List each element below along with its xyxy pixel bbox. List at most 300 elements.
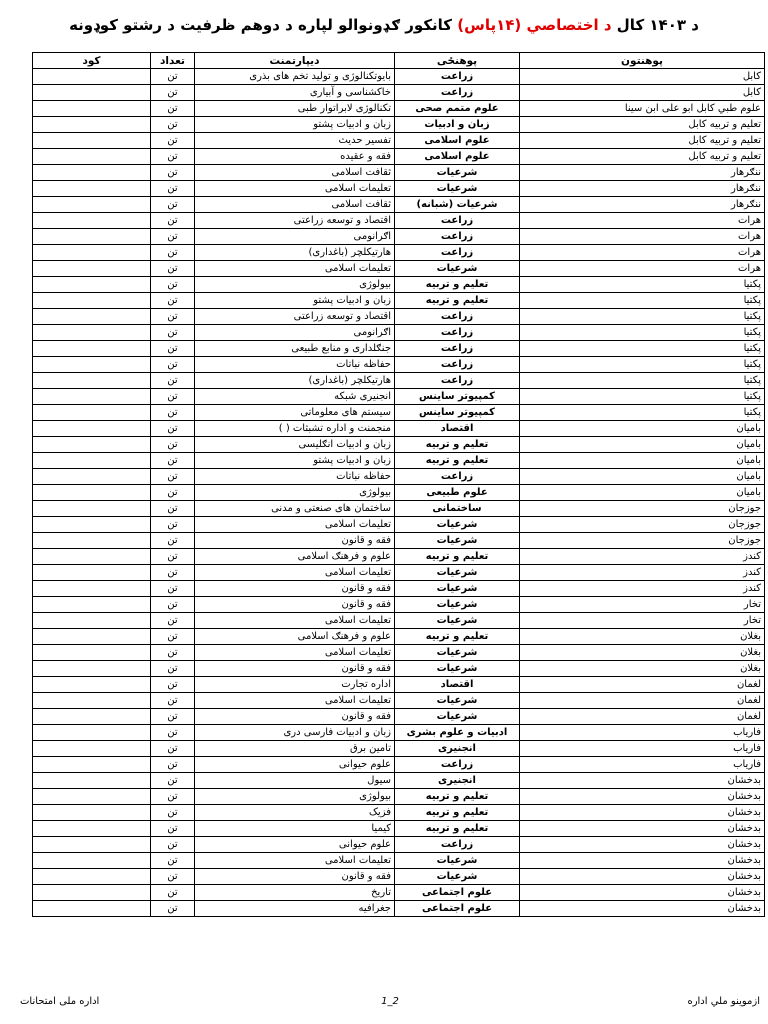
cell-department: تعلیمات اسلامی <box>195 181 395 197</box>
cell-count: تن <box>151 373 195 389</box>
cell-code <box>33 741 151 757</box>
cell-department: بیولوژی <box>195 789 395 805</box>
cell-faculty: ادبیات و علوم بشری <box>395 725 520 741</box>
cell-code <box>33 325 151 341</box>
cell-code <box>33 501 151 517</box>
footer-left: اداره ملی امتحانات <box>20 996 100 1007</box>
cell-department: زبان و ادبیات پشتو <box>195 117 395 133</box>
table-row <box>33 709 765 725</box>
cell-province: بدخشان <box>520 869 765 885</box>
cell-count: تن <box>151 85 195 101</box>
cell-province: بامیان <box>520 485 765 501</box>
title-part2: کانکور ګډونوالو لپاره د دوهم ظرفیت د رشتو کوډونه <box>69 16 453 34</box>
cell-department: زبان و ادبیات انګلیسی <box>195 437 395 453</box>
cell-department: تعلیمات اسلامی <box>195 565 395 581</box>
cell-code <box>33 885 151 901</box>
cell-code <box>33 533 151 549</box>
cell-count: تن <box>151 693 195 709</box>
cell-department: تعلیمات اسلامی <box>195 693 395 709</box>
page-number: 1_2 <box>381 996 399 1007</box>
table-row <box>33 533 765 549</box>
cell-department: فقه و قانون <box>195 709 395 725</box>
table-row <box>33 101 765 117</box>
cell-department: فقه و قانون <box>195 533 395 549</box>
cell-count: تن <box>151 837 195 853</box>
cell-count: تن <box>151 485 195 501</box>
cell-province: بدخشان <box>520 853 765 869</box>
cell-province: پکتیا <box>520 357 765 373</box>
cell-faculty: زبان و ادبیات <box>395 117 520 133</box>
cell-province: بامیان <box>520 437 765 453</box>
table-row <box>33 837 765 853</box>
cell-count: تن <box>151 341 195 357</box>
cell-province: بدخشان <box>520 901 765 917</box>
cell-faculty: شرعیات <box>395 613 520 629</box>
cell-count: تن <box>151 853 195 869</box>
cell-faculty: شرعیات <box>395 181 520 197</box>
table-row <box>33 277 765 293</box>
table-row <box>33 245 765 261</box>
table-row <box>33 549 765 565</box>
cell-code <box>33 821 151 837</box>
cell-code <box>33 789 151 805</box>
cell-faculty: اقتصاد <box>395 677 520 693</box>
cell-faculty: شرعیات <box>395 597 520 613</box>
cell-department: کیمیا <box>195 821 395 837</box>
table-body <box>33 69 765 917</box>
cell-department: زبان و ادبیات فارسی دری <box>195 725 395 741</box>
table-row <box>33 517 765 533</box>
table-row <box>33 421 765 437</box>
cell-count: تن <box>151 725 195 741</box>
cell-department: اګرانومی <box>195 229 395 245</box>
table-row <box>33 485 765 501</box>
header-province: پوهنتون <box>520 53 765 69</box>
table-row <box>33 597 765 613</box>
cell-faculty: تعلیم و تربیه <box>395 453 520 469</box>
table-row <box>33 725 765 741</box>
cell-count: تن <box>151 453 195 469</box>
cell-province: هرات <box>520 229 765 245</box>
cell-count: تن <box>151 389 195 405</box>
cell-department: فزیک <box>195 805 395 821</box>
table-row <box>33 757 765 773</box>
cell-department: تعلیمات اسلامی <box>195 853 395 869</box>
cell-province: بغلان <box>520 645 765 661</box>
cell-department: ساختمان های صنعتی و مدنی <box>195 501 395 517</box>
table-row <box>33 373 765 389</box>
cell-department: علوم و فرهنګ اسلامی <box>195 549 395 565</box>
cell-province: فاریاب <box>520 741 765 757</box>
cell-department: تعلیمات اسلامی <box>195 261 395 277</box>
cell-faculty: تعلیم و تربیه <box>395 821 520 837</box>
cell-code <box>33 485 151 501</box>
table-row <box>33 69 765 85</box>
cell-code <box>33 181 151 197</box>
table-row <box>33 357 765 373</box>
cell-faculty: تعلیم و تربیه <box>395 805 520 821</box>
cell-faculty: شرعیات <box>395 581 520 597</box>
cell-department: سیول <box>195 773 395 789</box>
cell-count: تن <box>151 101 195 117</box>
table-row <box>33 901 765 917</box>
cell-code <box>33 149 151 165</box>
cell-faculty: شرعیات <box>395 565 520 581</box>
cell-department: تامین برق <box>195 741 395 757</box>
cell-faculty: شرعیات <box>395 869 520 885</box>
cell-department: فقه و قانون <box>195 581 395 597</box>
cell-count: تن <box>151 165 195 181</box>
cell-code <box>33 725 151 741</box>
cell-code <box>33 837 151 853</box>
cell-count: تن <box>151 117 195 133</box>
cell-count: تن <box>151 661 195 677</box>
cell-faculty: شرعیات <box>395 645 520 661</box>
cell-department: علوم حیوانی <box>195 837 395 853</box>
table-row <box>33 853 765 869</box>
cell-province: بغلان <box>520 661 765 677</box>
cell-code <box>33 853 151 869</box>
cell-count: تن <box>151 309 195 325</box>
cell-code <box>33 85 151 101</box>
cell-faculty: شرعیات <box>395 533 520 549</box>
table-row <box>33 309 765 325</box>
cell-faculty: شرعیات <box>395 709 520 725</box>
cell-province: پکتیا <box>520 277 765 293</box>
cell-faculty: شرعیات <box>395 661 520 677</box>
cell-faculty: علوم اجتماعی <box>395 901 520 917</box>
cell-code <box>33 341 151 357</box>
table-row <box>33 821 765 837</box>
cell-province: کابل <box>520 69 765 85</box>
table-row <box>33 405 765 421</box>
cell-department: اقتصاد و توسعه زراعتی <box>195 213 395 229</box>
cell-code <box>33 197 151 213</box>
cell-province: پکتیا <box>520 373 765 389</box>
cell-count: تن <box>151 325 195 341</box>
cell-province: بامیان <box>520 421 765 437</box>
table-row <box>33 197 765 213</box>
cell-faculty: شرعیات <box>395 165 520 181</box>
title-red: د اختصاصي (۱۴پاس) <box>457 16 612 34</box>
table-row <box>33 565 765 581</box>
cell-province: پکتیا <box>520 405 765 421</box>
table-row <box>33 181 765 197</box>
cell-faculty: تعلیم و تربیه <box>395 629 520 645</box>
title-part1: د ۱۴۰۳ کال <box>616 16 699 34</box>
table-row <box>33 261 765 277</box>
table-header-row <box>33 53 765 69</box>
cell-department: بایوتکنالوژی و تولید تخم های بذری <box>195 69 395 85</box>
cell-faculty: اقتصاد <box>395 421 520 437</box>
cell-faculty: زراعت <box>395 837 520 853</box>
cell-faculty: زراعت <box>395 757 520 773</box>
cell-code <box>33 597 151 613</box>
cell-province: بامیان <box>520 453 765 469</box>
cell-code <box>33 677 151 693</box>
cell-faculty: علوم اجتماعی <box>395 885 520 901</box>
cell-province: پکتیا <box>520 293 765 309</box>
table-row <box>33 501 765 517</box>
cell-province: پکتیا <box>520 309 765 325</box>
cell-faculty: تعلیم و تربیه <box>395 549 520 565</box>
cell-count: تن <box>151 613 195 629</box>
cell-code <box>33 517 151 533</box>
cell-province: جوزجان <box>520 533 765 549</box>
cell-count: تن <box>151 261 195 277</box>
cell-department: سیستم های معلوماتی <box>195 405 395 421</box>
table-row <box>33 773 765 789</box>
cell-code <box>33 453 151 469</box>
table-row <box>33 629 765 645</box>
cell-province: بدخشان <box>520 789 765 805</box>
cell-department: تعلیمات اسلامی <box>195 517 395 533</box>
cell-code <box>33 373 151 389</box>
table-row <box>33 389 765 405</box>
cell-faculty: زراعت <box>395 213 520 229</box>
cell-faculty: شرعیات (شبانه) <box>395 197 520 213</box>
cell-faculty: کمپیوتر ساینس <box>395 389 520 405</box>
cell-province: تخار <box>520 597 765 613</box>
cell-department: منجمنت و اداره تشبثات ( ) <box>195 421 395 437</box>
table-row <box>33 341 765 357</box>
cell-faculty: شرعیات <box>395 517 520 533</box>
cell-count: تن <box>151 69 195 85</box>
cell-code <box>33 565 151 581</box>
table-row <box>33 85 765 101</box>
cell-count: تن <box>151 549 195 565</box>
cell-department: جنګلداری و منابع طبیعی <box>195 341 395 357</box>
cell-faculty: زراعت <box>395 309 520 325</box>
table-row <box>33 469 765 485</box>
cell-department: فقه و قانون <box>195 869 395 885</box>
cell-count: تن <box>151 821 195 837</box>
table-row <box>33 693 765 709</box>
cell-code <box>33 165 151 181</box>
header-count: تعداد <box>151 53 195 69</box>
cell-code <box>33 309 151 325</box>
cell-faculty: زراعت <box>395 341 520 357</box>
table-row <box>33 885 765 901</box>
cell-count: تن <box>151 757 195 773</box>
cell-code <box>33 101 151 117</box>
cell-count: تن <box>151 197 195 213</box>
cell-count: تن <box>151 869 195 885</box>
table-row <box>33 661 765 677</box>
cell-count: تن <box>151 773 195 789</box>
cell-count: تن <box>151 357 195 373</box>
cell-province: تعلیم و تربیه کابل <box>520 117 765 133</box>
header-faculty: پوهنځی <box>395 53 520 69</box>
cell-department: زبان و ادبیات پشتو <box>195 453 395 469</box>
cell-code <box>33 277 151 293</box>
cell-faculty: انجنیری <box>395 773 520 789</box>
cell-code <box>33 869 151 885</box>
cell-code <box>33 437 151 453</box>
cell-province: هرات <box>520 261 765 277</box>
cell-province: تعلیم و تربیه کابل <box>520 133 765 149</box>
cell-code <box>33 357 151 373</box>
cell-province: هرات <box>520 245 765 261</box>
cell-faculty: تعلیم و تربیه <box>395 293 520 309</box>
table-row <box>33 805 765 821</box>
cell-code <box>33 293 151 309</box>
cell-faculty: زراعت <box>395 245 520 261</box>
cell-code <box>33 117 151 133</box>
cell-department: اقتصاد و توسعه زراعتی <box>195 309 395 325</box>
cell-province: لغمان <box>520 693 765 709</box>
cell-count: تن <box>151 229 195 245</box>
footer-right: ازموینو ملي اداره <box>687 996 760 1007</box>
cell-faculty: تعلیم و تربیه <box>395 789 520 805</box>
cell-count: تن <box>151 709 195 725</box>
table-row <box>33 437 765 453</box>
cell-count: تن <box>151 133 195 149</box>
cell-faculty: تعلیم و تربیه <box>395 277 520 293</box>
table-row <box>33 789 765 805</box>
cell-count: تن <box>151 517 195 533</box>
cell-province: پکتیا <box>520 325 765 341</box>
cell-count: تن <box>151 789 195 805</box>
cell-count: تن <box>151 149 195 165</box>
cell-department: فقه و عقیده <box>195 149 395 165</box>
cell-code <box>33 629 151 645</box>
table-row <box>33 229 765 245</box>
cell-department: زبان و ادبیات پشتو <box>195 293 395 309</box>
cell-count: تن <box>151 181 195 197</box>
table-row <box>33 741 765 757</box>
page-title <box>0 16 768 34</box>
cell-faculty: علوم متمم صحی <box>395 101 520 117</box>
table-row <box>33 117 765 133</box>
cell-code <box>33 389 151 405</box>
cell-province: بامیان <box>520 469 765 485</box>
cell-code <box>33 229 151 245</box>
cell-province: ننګرهار <box>520 181 765 197</box>
cell-faculty: شرعیات <box>395 693 520 709</box>
cell-department: بیولوژی <box>195 485 395 501</box>
cell-province: ننګرهار <box>520 165 765 181</box>
cell-department: اګرانومی <box>195 325 395 341</box>
cell-department: ثقافت اسلامی <box>195 165 395 181</box>
cell-count: تن <box>151 805 195 821</box>
cell-department: تکنالوژی لابراتوار طبی <box>195 101 395 117</box>
cell-province: پکتیا <box>520 389 765 405</box>
cell-code <box>33 421 151 437</box>
cell-count: تن <box>151 597 195 613</box>
cell-count: تن <box>151 677 195 693</box>
cell-faculty: شرعیات <box>395 261 520 277</box>
cell-faculty: زراعت <box>395 85 520 101</box>
cell-count: تن <box>151 213 195 229</box>
cell-province: پکتیا <box>520 341 765 357</box>
cell-province: ننګرهار <box>520 197 765 213</box>
cell-code <box>33 405 151 421</box>
cell-count: تن <box>151 901 195 917</box>
cell-count: تن <box>151 645 195 661</box>
cell-province: کندز <box>520 565 765 581</box>
table-row <box>33 293 765 309</box>
table-row <box>33 165 765 181</box>
table-row <box>33 581 765 597</box>
header-department: دیپارتمنت <box>195 53 395 69</box>
cell-count: تن <box>151 437 195 453</box>
cell-faculty: تعلیم و تربیه <box>395 437 520 453</box>
cell-faculty: زراعت <box>395 69 520 85</box>
cell-count: تن <box>151 277 195 293</box>
cell-code <box>33 549 151 565</box>
cell-code <box>33 69 151 85</box>
cell-province: جوزجان <box>520 517 765 533</box>
cell-faculty: علوم اسلامی <box>395 149 520 165</box>
table-row <box>33 613 765 629</box>
cell-code <box>33 261 151 277</box>
cell-code <box>33 693 151 709</box>
cell-code <box>33 613 151 629</box>
cell-province: علوم طبي کابل ابو علی ابن سینا <box>520 101 765 117</box>
cell-province: لغمان <box>520 677 765 693</box>
cell-province: بغلان <box>520 629 765 645</box>
cell-department: فقه و قانون <box>195 597 395 613</box>
cell-count: تن <box>151 421 195 437</box>
cell-province: فاریاب <box>520 757 765 773</box>
cell-department: فقه و قانون <box>195 661 395 677</box>
cell-count: تن <box>151 405 195 421</box>
cell-department: حفاظه نباتات <box>195 357 395 373</box>
cell-count: تن <box>151 565 195 581</box>
cell-province: جوزجان <box>520 501 765 517</box>
cell-department: علوم و فرهنګ اسلامی <box>195 629 395 645</box>
cell-faculty: زراعت <box>395 469 520 485</box>
cell-province: تعلیم و تربیه کابل <box>520 149 765 165</box>
cell-faculty: انجنیری <box>395 741 520 757</box>
cell-code <box>33 709 151 725</box>
cell-faculty: زراعت <box>395 373 520 389</box>
cell-code <box>33 133 151 149</box>
cell-province: کابل <box>520 85 765 101</box>
cell-code <box>33 645 151 661</box>
cell-count: تن <box>151 885 195 901</box>
cell-province: کندز <box>520 549 765 565</box>
cell-count: تن <box>151 533 195 549</box>
cell-province: بدخشان <box>520 773 765 789</box>
table-row <box>33 149 765 165</box>
cell-department: علوم حیوانی <box>195 757 395 773</box>
cell-count: تن <box>151 245 195 261</box>
cell-province: بدخشان <box>520 837 765 853</box>
cell-code <box>33 469 151 485</box>
cell-province: بدخشان <box>520 885 765 901</box>
cell-department: اداره تجارت <box>195 677 395 693</box>
cell-department: حفاظه نباتات <box>195 469 395 485</box>
cell-count: تن <box>151 629 195 645</box>
cell-code <box>33 213 151 229</box>
cell-faculty: کمپیوتر ساینس <box>395 405 520 421</box>
cell-province: لغمان <box>520 709 765 725</box>
cell-province: بدخشان <box>520 805 765 821</box>
cell-count: تن <box>151 741 195 757</box>
cell-code <box>33 901 151 917</box>
cell-count: تن <box>151 293 195 309</box>
cell-department: تاریخ <box>195 885 395 901</box>
table-row <box>33 677 765 693</box>
cell-department: بیولوژی <box>195 277 395 293</box>
codes-table <box>32 52 765 917</box>
cell-province: تخار <box>520 613 765 629</box>
cell-department: تعلیمات اسلامی <box>195 645 395 661</box>
cell-code <box>33 773 151 789</box>
cell-count: تن <box>151 501 195 517</box>
